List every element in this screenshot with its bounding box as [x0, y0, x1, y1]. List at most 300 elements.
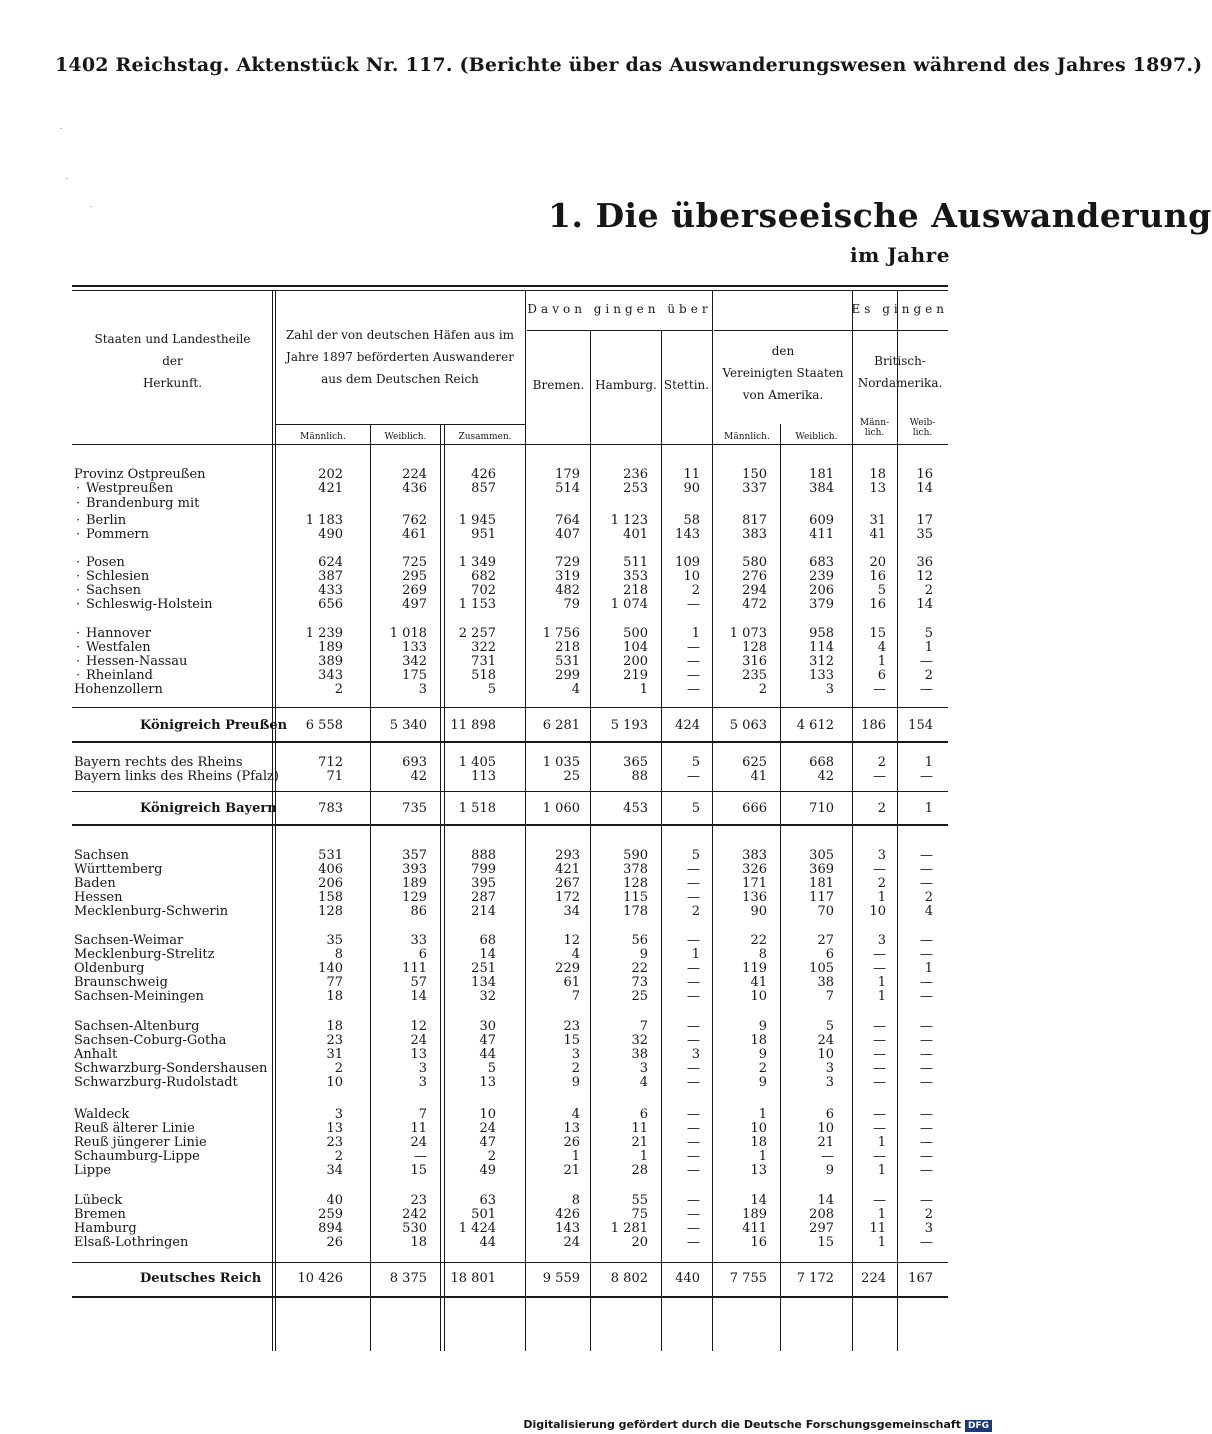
- table-cell: 406: [318, 862, 343, 877]
- table-cell: —: [687, 1221, 700, 1236]
- table-cell: 383: [742, 527, 767, 542]
- table-cell: 9: [571, 1075, 580, 1090]
- table-cell: 4 612: [796, 718, 834, 733]
- total-rule: [72, 707, 948, 708]
- table-cell: 178: [623, 904, 648, 919]
- table-cell: 259: [318, 1207, 343, 1222]
- table-cell: 712: [318, 755, 343, 770]
- table-cell: 41: [869, 527, 886, 542]
- table-cell: 115: [623, 890, 648, 905]
- table-cell: 530: [402, 1221, 427, 1236]
- table-cell: 200: [623, 654, 648, 669]
- table-cell: 10: [817, 1121, 834, 1136]
- table-row: [0, 467, 1000, 481]
- table-cell: 11: [631, 1121, 648, 1136]
- table-cell: 13: [410, 1047, 427, 1062]
- table-cell: 224: [861, 1271, 886, 1286]
- table-cell: 5: [691, 755, 700, 770]
- row-label: Waldeck: [74, 1107, 130, 1122]
- table-cell: 77: [326, 975, 343, 990]
- table-cell: 353: [623, 569, 648, 584]
- table-cell: —: [873, 769, 886, 784]
- table-cell: —: [920, 1135, 933, 1150]
- table-cell: 34: [326, 1163, 343, 1178]
- table-cell: —: [920, 769, 933, 784]
- row-bullet: ·: [76, 481, 84, 496]
- row-bullet: ·: [76, 569, 84, 584]
- table-cell: 27: [817, 933, 834, 948]
- table-cell: 114: [809, 640, 834, 655]
- table-cell: —: [920, 862, 933, 877]
- table-cell: 6: [639, 1107, 648, 1122]
- table-cell: 3: [825, 1061, 834, 1076]
- table-row: [0, 513, 1000, 527]
- table-cell: 383: [742, 848, 767, 863]
- row-label: Westfalen: [86, 640, 151, 655]
- table-cell: 511: [623, 555, 648, 570]
- table-top-rule: [72, 285, 948, 287]
- table-cell: 58: [683, 513, 700, 528]
- table-cell: 11: [683, 467, 700, 482]
- table-cell: —: [687, 933, 700, 948]
- table-cell: 10: [750, 1121, 767, 1136]
- row-bullet: ·: [76, 555, 84, 570]
- row-bullet: ·: [76, 597, 84, 612]
- table-cell: 497: [402, 597, 427, 612]
- column-divider: [852, 291, 853, 1351]
- paper-speck: [60, 128, 62, 129]
- table-cell: 23: [410, 1193, 427, 1208]
- table-cell: 186: [861, 718, 886, 733]
- table-cell: 3: [418, 1061, 427, 1076]
- table-row: [0, 1271, 1000, 1285]
- table-cell: 15: [410, 1163, 427, 1178]
- table-cell: —: [687, 668, 700, 683]
- table-cell: 894: [318, 1221, 343, 1236]
- table-cell: 393: [402, 862, 427, 877]
- table-cell: 179: [555, 467, 580, 482]
- table-cell: 411: [809, 527, 834, 542]
- table-cell: 580: [742, 555, 767, 570]
- table-cell: 625: [742, 755, 767, 770]
- header-hamburg: Hamburg.: [595, 378, 657, 392]
- table-cell: 171: [742, 876, 767, 891]
- table-cell: 113: [471, 769, 496, 784]
- table-cell: 5: [691, 801, 700, 816]
- table-cell: —: [920, 1163, 933, 1178]
- table-cell: 229: [555, 961, 580, 976]
- table-cell: 79: [563, 597, 580, 612]
- table-row: [0, 1019, 1000, 1033]
- row-bullet: ·: [76, 583, 84, 598]
- table-cell: 13: [326, 1121, 343, 1136]
- table-cell: 154: [908, 718, 933, 733]
- table-cell: 143: [675, 527, 700, 542]
- table-row: [0, 1121, 1000, 1135]
- table-cell: 13: [563, 1121, 580, 1136]
- header-total-group: Zahl der von deutschen Häfen aus im Jahre 1897 beförderten Auswanderer aus dem Deutschen Reich: [285, 328, 515, 386]
- total-rule: [72, 1296, 948, 1298]
- table-cell: 518: [471, 668, 496, 683]
- table-cell: 206: [318, 876, 343, 891]
- table-cell: —: [873, 1047, 886, 1062]
- table-cell: 22: [750, 933, 767, 948]
- table-cell: 111: [402, 961, 427, 976]
- table-cell: 22: [631, 961, 648, 976]
- table-cell: 490: [318, 527, 343, 542]
- table-cell: 5: [487, 1061, 496, 1076]
- table-cell: 129: [402, 890, 427, 905]
- row-label: Elsaß-Lothringen: [74, 1235, 189, 1250]
- table-cell: 369: [809, 862, 834, 877]
- table-cell: 1: [639, 1149, 648, 1164]
- table-cell: —: [873, 961, 886, 976]
- table-cell: 73: [631, 975, 648, 990]
- table-cell: 951: [471, 527, 496, 542]
- table-cell: 357: [402, 848, 427, 863]
- table-cell: 293: [555, 848, 580, 863]
- table-cell: 181: [809, 876, 834, 891]
- table-row: [0, 801, 1000, 815]
- table-cell: 11: [869, 1221, 886, 1236]
- table-cell: 312: [809, 654, 834, 669]
- table-cell: 12: [563, 933, 580, 948]
- table-cell: 143: [555, 1221, 580, 1236]
- table-cell: —: [687, 1107, 700, 1122]
- table-row: [0, 890, 1000, 904]
- table-cell: 2: [571, 1061, 580, 1076]
- table-cell: 531: [555, 654, 580, 669]
- row-label: Westpreußen: [86, 481, 174, 496]
- table-cell: 71: [326, 769, 343, 784]
- table-row: [0, 1207, 1000, 1221]
- table-cell: —: [687, 862, 700, 877]
- table-cell: 21: [631, 1135, 648, 1150]
- table-cell: 150: [742, 467, 767, 482]
- table-cell: 189: [402, 876, 427, 891]
- table-cell: —: [687, 640, 700, 655]
- table-cell: —: [687, 769, 700, 784]
- row-bullet: ·: [76, 654, 84, 669]
- table-cell: 2: [334, 1061, 343, 1076]
- table-cell: 38: [631, 1047, 648, 1062]
- table-cell: 365: [623, 755, 648, 770]
- table-cell: 389: [318, 654, 343, 669]
- table-cell: —: [920, 1107, 933, 1122]
- table-cell: 206: [809, 583, 834, 598]
- table-cell: 3: [825, 682, 834, 697]
- row-label: Provinz Ostpreußen: [74, 467, 206, 482]
- table-cell: 44: [479, 1047, 496, 1062]
- table-cell: 666: [742, 801, 767, 816]
- table-cell: 16: [869, 569, 886, 584]
- table-cell: 8 375: [389, 1271, 427, 1286]
- total-rule: [72, 791, 948, 792]
- table-cell: 18: [410, 1235, 427, 1250]
- table-cell: 624: [318, 555, 343, 570]
- table-cell: 14: [916, 481, 933, 496]
- table-cell: 21: [563, 1163, 580, 1178]
- table-cell: 14: [479, 947, 496, 962]
- row-label: Schwarzburg-Sondershausen: [74, 1061, 268, 1076]
- table-cell: —: [873, 1075, 886, 1090]
- row-label: Sachsen-Altenburg: [74, 1019, 200, 1034]
- table-cell: 1: [571, 1149, 580, 1164]
- running-head: 1402 Reichstag. Aktenstück Nr. 117. (Berichte über das Auswanderungswesen während des Jahres 1897.): [55, 54, 1203, 76]
- table-cell: 251: [471, 961, 496, 976]
- table-cell: 128: [318, 904, 343, 919]
- table-cell: 133: [402, 640, 427, 655]
- table-cell: 693: [402, 755, 427, 770]
- table-row: [0, 933, 1000, 947]
- table-cell: 14: [750, 1193, 767, 1208]
- row-label: Posen: [86, 555, 125, 570]
- table-cell: 656: [318, 597, 343, 612]
- table-cell: 15: [563, 1033, 580, 1048]
- table-cell: 18: [750, 1135, 767, 1150]
- table-cell: 710: [809, 801, 834, 816]
- row-label: Bayern links des Rheins (Pfalz): [74, 769, 279, 784]
- table-cell: 5 193: [610, 718, 648, 733]
- table-cell: 783: [318, 801, 343, 816]
- table-cell: —: [873, 1121, 886, 1136]
- table-cell: 26: [563, 1135, 580, 1150]
- table-cell: 2: [877, 876, 886, 891]
- table-cell: 299: [555, 668, 580, 683]
- table-cell: 208: [809, 1207, 834, 1222]
- table-cell: 12: [916, 569, 933, 584]
- table-cell: 117: [809, 890, 834, 905]
- table-row: [0, 1033, 1000, 1047]
- ports-subgroup-rule: [527, 330, 712, 331]
- table-cell: 6 281: [542, 718, 580, 733]
- table-cell: 10: [750, 989, 767, 1004]
- table-row: [0, 682, 1000, 696]
- table-cell: —: [920, 1075, 933, 1090]
- row-label: Schleswig-Holstein: [86, 597, 213, 612]
- table-row: [0, 668, 1000, 682]
- table-cell: 276: [742, 569, 767, 584]
- row-label: Braunschweig: [74, 975, 168, 990]
- table-row: [0, 862, 1000, 876]
- table-cell: 36: [916, 555, 933, 570]
- table-cell: 68: [479, 933, 496, 948]
- table-cell: 32: [631, 1033, 648, 1048]
- table-cell: 4: [639, 1075, 648, 1090]
- table-row: [0, 769, 1000, 783]
- table-row: [0, 1061, 1000, 1075]
- table-cell: 294: [742, 583, 767, 598]
- table-cell: 133: [809, 668, 834, 683]
- table-cell: 764: [555, 513, 580, 528]
- table-cell: 5 340: [389, 718, 427, 733]
- table-cell: 158: [318, 890, 343, 905]
- table-cell: —: [687, 876, 700, 891]
- table-cell: 683: [809, 555, 834, 570]
- header-male: Männlich.: [300, 432, 346, 442]
- table-cell: 10: [683, 569, 700, 584]
- table-cell: 33: [410, 933, 427, 948]
- table-cell: 1 756: [542, 626, 580, 641]
- table-cell: 817: [742, 513, 767, 528]
- table-cell: 668: [809, 755, 834, 770]
- table-row: [0, 654, 1000, 668]
- page-subtitle: im Jahre: [850, 243, 950, 267]
- table-cell: 7 172: [796, 1271, 834, 1286]
- table-cell: 35: [326, 933, 343, 948]
- table-cell: 269: [402, 583, 427, 598]
- table-cell: 16: [916, 467, 933, 482]
- column-divider: [272, 291, 273, 1351]
- table-cell: 1: [877, 654, 886, 669]
- table-row: [0, 496, 1000, 510]
- table-cell: 15: [817, 1235, 834, 1250]
- table-cell: 42: [817, 769, 834, 784]
- table-cell: —: [687, 1033, 700, 1048]
- table-cell: 2: [334, 682, 343, 697]
- table-cell: 1 945: [458, 513, 496, 528]
- table-row: [0, 989, 1000, 1003]
- header-state: Staaten und Landestheile der Herkunft.: [94, 332, 251, 390]
- row-label: Sachsen-Weimar: [74, 933, 184, 948]
- table-cell: 1: [924, 801, 933, 816]
- table-cell: 2: [877, 755, 886, 770]
- table-cell: 18: [326, 989, 343, 1004]
- table-cell: 14: [916, 597, 933, 612]
- table-cell: —: [873, 1061, 886, 1076]
- table-cell: 1 074: [610, 597, 648, 612]
- table-row: [0, 1149, 1000, 1163]
- table-cell: 1 349: [458, 555, 496, 570]
- table-cell: —: [414, 1149, 427, 1164]
- table-cell: 1: [639, 682, 648, 697]
- table-top-rule-2: [72, 290, 948, 291]
- table-cell: 337: [742, 481, 767, 496]
- table-cell: 2: [758, 682, 767, 697]
- table-row: [0, 876, 1000, 890]
- table-cell: 1 018: [389, 626, 427, 641]
- table-cell: —: [687, 1135, 700, 1150]
- table-cell: 1 281: [610, 1221, 648, 1236]
- column-divider: [525, 291, 526, 1351]
- row-label: Sachsen: [86, 583, 142, 598]
- table-cell: 1: [877, 1135, 886, 1150]
- table-row: [0, 1107, 1000, 1121]
- table-row: [0, 1047, 1000, 1061]
- table-cell: —: [687, 654, 700, 669]
- table-cell: 20: [631, 1235, 648, 1250]
- table-cell: 1 518: [458, 801, 496, 816]
- table-cell: 888: [471, 848, 496, 863]
- row-label: Schlesien: [86, 569, 150, 584]
- header-together: Zusammen.: [458, 432, 512, 442]
- table-cell: 49: [479, 1163, 496, 1178]
- table-cell: 287: [471, 890, 496, 905]
- table-cell: —: [920, 1047, 933, 1062]
- table-cell: —: [687, 1075, 700, 1090]
- row-label: Berlin: [86, 513, 127, 528]
- row-label: Königreich Preußen: [140, 718, 288, 733]
- table-cell: 426: [471, 467, 496, 482]
- table-cell: 731: [471, 654, 496, 669]
- table-cell: 421: [318, 481, 343, 496]
- table-cell: 136: [742, 890, 767, 905]
- table-cell: 13: [869, 481, 886, 496]
- table-cell: —: [920, 654, 933, 669]
- header-dest-group: Es gingen: [851, 302, 948, 316]
- table-cell: 24: [410, 1033, 427, 1048]
- row-bullet: ·: [76, 527, 84, 542]
- table-cell: 86: [410, 904, 427, 919]
- table-cell: 8: [571, 1193, 580, 1208]
- row-label: Oldenburg: [74, 961, 145, 976]
- table-cell: 2: [924, 1207, 933, 1222]
- table-row: [0, 904, 1000, 918]
- table-cell: —: [873, 1033, 886, 1048]
- table-cell: —: [873, 682, 886, 697]
- table-cell: —: [920, 989, 933, 1004]
- row-label: Hamburg: [74, 1221, 137, 1236]
- table-cell: 2: [877, 801, 886, 816]
- header-canada-female: Weib- lich.: [909, 418, 936, 438]
- table-cell: 1: [924, 640, 933, 655]
- table-cell: 1: [877, 1207, 886, 1222]
- table-cell: 395: [471, 876, 496, 891]
- table-cell: —: [687, 1121, 700, 1136]
- table-cell: —: [873, 1149, 886, 1164]
- row-label: Sachsen-Coburg-Gotha: [74, 1033, 227, 1048]
- table-cell: 189: [742, 1207, 767, 1222]
- table-cell: 407: [555, 527, 580, 542]
- table-cell: 90: [750, 904, 767, 919]
- table-cell: 8: [334, 947, 343, 962]
- dest-subgroup-rule: [714, 330, 948, 331]
- table-cell: 1 123: [610, 513, 648, 528]
- table-cell: 70: [817, 904, 834, 919]
- table-cell: 6: [825, 1107, 834, 1122]
- table-cell: 20: [869, 555, 886, 570]
- total-rule: [72, 741, 948, 743]
- table-cell: —: [873, 1107, 886, 1122]
- table-cell: 5: [924, 626, 933, 641]
- table-cell: 119: [742, 961, 767, 976]
- table-cell: 175: [402, 668, 427, 683]
- table-cell: 63: [479, 1193, 496, 1208]
- row-label: Sachsen: [74, 848, 130, 863]
- table-cell: 9: [758, 1047, 767, 1062]
- table-cell: 13: [750, 1163, 767, 1178]
- table-row: [0, 527, 1000, 541]
- table-cell: 242: [402, 1207, 427, 1222]
- row-label: Brandenburg mit: [86, 496, 200, 511]
- table-cell: 9: [758, 1019, 767, 1034]
- table-cell: 224: [402, 467, 427, 482]
- table-cell: 305: [809, 848, 834, 863]
- table-cell: 11 898: [450, 718, 496, 733]
- row-label: Hannover: [86, 626, 151, 641]
- paper-speck: [66, 178, 68, 179]
- table-cell: 18: [326, 1019, 343, 1034]
- table-cell: 214: [471, 904, 496, 919]
- table-row: [0, 1235, 1000, 1249]
- table-row: [0, 583, 1000, 597]
- table-cell: 1: [877, 975, 886, 990]
- table-cell: 189: [318, 640, 343, 655]
- table-cell: —: [687, 1207, 700, 1222]
- table-cell: 5: [691, 848, 700, 863]
- table-cell: 57: [410, 975, 427, 990]
- table-cell: 433: [318, 583, 343, 598]
